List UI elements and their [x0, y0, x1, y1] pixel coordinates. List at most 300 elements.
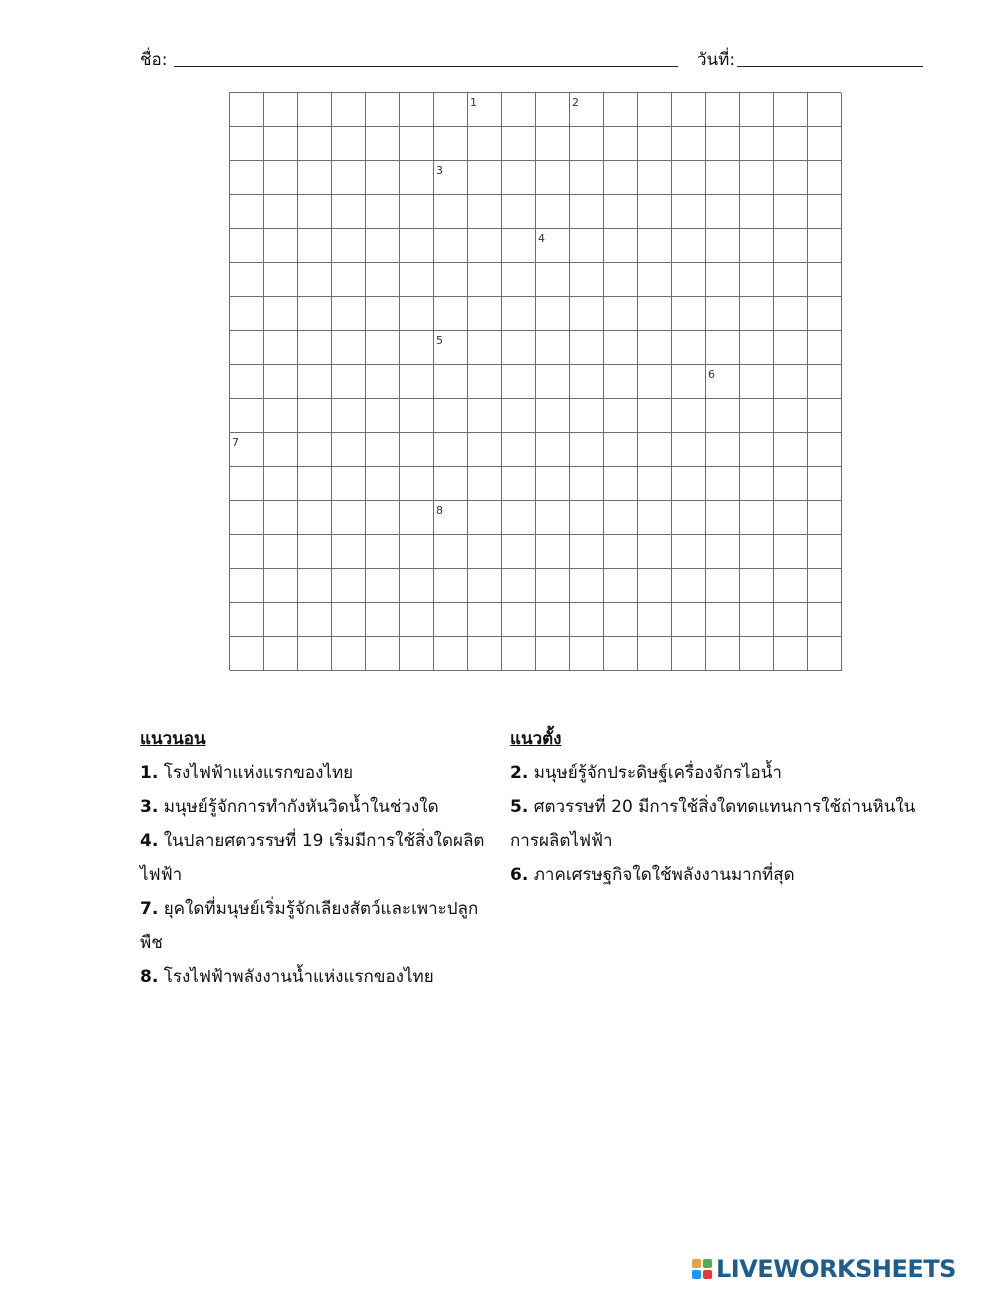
grid-cell[interactable]	[536, 331, 570, 365]
grid-cell[interactable]	[298, 161, 332, 195]
grid-cell[interactable]	[740, 467, 774, 501]
grid-cell[interactable]	[400, 331, 434, 365]
grid-cell[interactable]	[230, 569, 264, 603]
grid-cell[interactable]	[740, 637, 774, 671]
grid-cell[interactable]	[230, 365, 264, 399]
grid-cell[interactable]	[604, 535, 638, 569]
grid-cell[interactable]	[536, 399, 570, 433]
grid-cell[interactable]	[774, 297, 808, 331]
grid-cell[interactable]	[434, 569, 468, 603]
grid-cell[interactable]	[332, 331, 366, 365]
grid-cell[interactable]	[264, 535, 298, 569]
grid-cell[interactable]	[468, 161, 502, 195]
grid-cell[interactable]	[502, 501, 536, 535]
grid-cell[interactable]	[298, 195, 332, 229]
grid-cell[interactable]	[774, 501, 808, 535]
grid-cell[interactable]	[808, 263, 842, 297]
grid-cell[interactable]	[468, 331, 502, 365]
grid-cell[interactable]	[434, 229, 468, 263]
grid-cell[interactable]	[706, 433, 740, 467]
grid-cell[interactable]	[604, 637, 638, 671]
grid-cell[interactable]	[366, 365, 400, 399]
grid-cell[interactable]	[740, 501, 774, 535]
grid-cell[interactable]	[774, 365, 808, 399]
grid-cell[interactable]	[740, 331, 774, 365]
grid-cell[interactable]	[502, 399, 536, 433]
grid-cell[interactable]	[638, 637, 672, 671]
grid-cell[interactable]	[638, 263, 672, 297]
grid-cell[interactable]	[264, 229, 298, 263]
grid-cell[interactable]	[298, 229, 332, 263]
grid-cell[interactable]	[400, 399, 434, 433]
grid-cell[interactable]	[264, 467, 298, 501]
grid-cell[interactable]	[230, 229, 264, 263]
grid-cell[interactable]	[774, 433, 808, 467]
grid-cell[interactable]	[570, 603, 604, 637]
grid-cell[interactable]	[774, 229, 808, 263]
grid-cell[interactable]	[230, 501, 264, 535]
grid-cell[interactable]	[264, 161, 298, 195]
grid-cell[interactable]	[468, 93, 502, 127]
grid-cell[interactable]	[706, 467, 740, 501]
grid-cell[interactable]	[672, 365, 706, 399]
grid-cell[interactable]	[400, 501, 434, 535]
name-field[interactable]	[174, 66, 678, 67]
grid-cell[interactable]	[570, 331, 604, 365]
grid-cell[interactable]	[298, 467, 332, 501]
grid-cell[interactable]	[774, 331, 808, 365]
grid-cell[interactable]	[230, 127, 264, 161]
grid-cell[interactable]	[808, 365, 842, 399]
grid-cell[interactable]	[570, 229, 604, 263]
grid-cell[interactable]	[434, 637, 468, 671]
grid-cell[interactable]	[400, 569, 434, 603]
grid-cell[interactable]	[502, 93, 536, 127]
grid-cell[interactable]	[672, 229, 706, 263]
grid-cell[interactable]	[400, 229, 434, 263]
grid-cell[interactable]	[434, 93, 468, 127]
grid-cell[interactable]	[502, 603, 536, 637]
grid-cell[interactable]	[434, 161, 468, 195]
grid-cell[interactable]	[604, 569, 638, 603]
grid-cell[interactable]	[570, 433, 604, 467]
grid-cell[interactable]	[366, 467, 400, 501]
grid-cell[interactable]	[434, 331, 468, 365]
grid-cell[interactable]	[808, 637, 842, 671]
grid-cell[interactable]	[536, 229, 570, 263]
grid-cell[interactable]	[740, 399, 774, 433]
grid-cell[interactable]	[502, 365, 536, 399]
grid-cell[interactable]	[502, 569, 536, 603]
grid-cell[interactable]	[706, 297, 740, 331]
grid-cell[interactable]	[264, 297, 298, 331]
grid-cell[interactable]	[468, 263, 502, 297]
grid-cell[interactable]	[672, 297, 706, 331]
grid-cell[interactable]	[740, 127, 774, 161]
grid-cell[interactable]	[638, 603, 672, 637]
grid-cell[interactable]	[366, 195, 400, 229]
grid-cell[interactable]	[774, 93, 808, 127]
grid-cell[interactable]	[774, 399, 808, 433]
grid-cell[interactable]	[264, 93, 298, 127]
grid-cell[interactable]	[638, 195, 672, 229]
grid-cell[interactable]	[332, 501, 366, 535]
grid-cell[interactable]	[502, 127, 536, 161]
grid-cell[interactable]	[332, 195, 366, 229]
grid-cell[interactable]	[536, 603, 570, 637]
grid-cell[interactable]	[366, 399, 400, 433]
grid-cell[interactable]	[672, 93, 706, 127]
grid-cell[interactable]	[740, 603, 774, 637]
grid-cell[interactable]	[740, 195, 774, 229]
grid-cell[interactable]	[570, 365, 604, 399]
grid-cell[interactable]	[468, 127, 502, 161]
grid-cell[interactable]	[604, 399, 638, 433]
grid-cell[interactable]	[366, 535, 400, 569]
grid-cell[interactable]	[570, 399, 604, 433]
grid-cell[interactable]	[230, 433, 264, 467]
grid-cell[interactable]	[808, 331, 842, 365]
grid-cell[interactable]	[434, 399, 468, 433]
grid-cell[interactable]	[298, 331, 332, 365]
grid-cell[interactable]	[740, 569, 774, 603]
grid-cell[interactable]	[638, 127, 672, 161]
grid-cell[interactable]	[808, 161, 842, 195]
grid-cell[interactable]	[672, 161, 706, 195]
grid-cell[interactable]	[434, 501, 468, 535]
grid-cell[interactable]	[570, 467, 604, 501]
grid-cell[interactable]	[434, 535, 468, 569]
grid-cell[interactable]	[536, 501, 570, 535]
grid-cell[interactable]	[468, 637, 502, 671]
grid-cell[interactable]	[230, 603, 264, 637]
grid-cell[interactable]	[672, 467, 706, 501]
grid-cell[interactable]	[230, 399, 264, 433]
grid-cell[interactable]	[230, 93, 264, 127]
grid-cell[interactable]	[502, 229, 536, 263]
grid-cell[interactable]	[332, 569, 366, 603]
grid-cell[interactable]	[808, 297, 842, 331]
grid-cell[interactable]	[570, 263, 604, 297]
grid-cell[interactable]	[638, 501, 672, 535]
grid-cell[interactable]	[740, 93, 774, 127]
grid-cell[interactable]	[808, 501, 842, 535]
grid-cell[interactable]	[400, 161, 434, 195]
grid-cell[interactable]	[298, 399, 332, 433]
grid-cell[interactable]	[706, 501, 740, 535]
grid-cell[interactable]	[774, 535, 808, 569]
grid-cell[interactable]	[604, 195, 638, 229]
grid-cell[interactable]	[264, 127, 298, 161]
grid-cell[interactable]	[468, 433, 502, 467]
grid-cell[interactable]	[672, 535, 706, 569]
grid-cell[interactable]	[536, 467, 570, 501]
grid-cell[interactable]	[230, 331, 264, 365]
grid-cell[interactable]	[502, 195, 536, 229]
grid-cell[interactable]	[332, 467, 366, 501]
grid-cell[interactable]	[604, 161, 638, 195]
grid-cell[interactable]	[366, 229, 400, 263]
date-field[interactable]	[737, 66, 923, 67]
grid-cell[interactable]	[502, 161, 536, 195]
grid-cell[interactable]	[468, 535, 502, 569]
grid-cell[interactable]	[536, 535, 570, 569]
grid-cell[interactable]	[468, 229, 502, 263]
grid-cell[interactable]	[536, 365, 570, 399]
grid-cell[interactable]	[570, 195, 604, 229]
grid-cell[interactable]	[400, 263, 434, 297]
grid-cell[interactable]	[366, 297, 400, 331]
grid-cell[interactable]	[332, 603, 366, 637]
grid-cell[interactable]	[638, 569, 672, 603]
grid-cell[interactable]	[502, 263, 536, 297]
grid-cell[interactable]	[468, 569, 502, 603]
grid-cell[interactable]	[434, 603, 468, 637]
grid-cell[interactable]	[672, 127, 706, 161]
grid-cell[interactable]	[264, 603, 298, 637]
grid-cell[interactable]	[434, 433, 468, 467]
grid-cell[interactable]	[706, 365, 740, 399]
grid-cell[interactable]	[604, 297, 638, 331]
grid-cell[interactable]	[638, 297, 672, 331]
grid-cell[interactable]	[230, 467, 264, 501]
grid-cell[interactable]	[468, 603, 502, 637]
grid-cell[interactable]	[740, 297, 774, 331]
grid-cell[interactable]	[502, 637, 536, 671]
grid-cell[interactable]	[604, 229, 638, 263]
grid-cell[interactable]	[774, 263, 808, 297]
grid-cell[interactable]	[672, 195, 706, 229]
grid-cell[interactable]	[740, 229, 774, 263]
grid-cell[interactable]	[502, 331, 536, 365]
grid-cell[interactable]	[332, 229, 366, 263]
grid-cell[interactable]	[536, 637, 570, 671]
grid-cell[interactable]	[638, 93, 672, 127]
grid-cell[interactable]	[570, 535, 604, 569]
grid-cell[interactable]	[366, 263, 400, 297]
grid-cell[interactable]	[434, 127, 468, 161]
grid-cell[interactable]	[808, 93, 842, 127]
grid-cell[interactable]	[706, 229, 740, 263]
grid-cell[interactable]	[230, 161, 264, 195]
grid-cell[interactable]	[672, 433, 706, 467]
grid-cell[interactable]	[400, 127, 434, 161]
grid-cell[interactable]	[808, 467, 842, 501]
grid-cell[interactable]	[774, 161, 808, 195]
grid-cell[interactable]	[808, 433, 842, 467]
grid-cell[interactable]	[740, 433, 774, 467]
grid-cell[interactable]	[740, 535, 774, 569]
grid-cell[interactable]	[638, 535, 672, 569]
grid-cell[interactable]	[468, 501, 502, 535]
grid-cell[interactable]	[536, 569, 570, 603]
grid-cell[interactable]	[808, 229, 842, 263]
grid-cell[interactable]	[774, 637, 808, 671]
grid-cell[interactable]	[366, 433, 400, 467]
grid-cell[interactable]	[638, 467, 672, 501]
grid-cell[interactable]	[298, 501, 332, 535]
grid-cell[interactable]	[672, 603, 706, 637]
grid-cell[interactable]	[774, 569, 808, 603]
grid-cell[interactable]	[332, 535, 366, 569]
grid-cell[interactable]	[536, 93, 570, 127]
grid-cell[interactable]	[298, 535, 332, 569]
grid-cell[interactable]	[434, 467, 468, 501]
grid-cell[interactable]	[740, 365, 774, 399]
grid-cell[interactable]	[706, 569, 740, 603]
grid-cell[interactable]	[468, 297, 502, 331]
grid-cell[interactable]	[536, 433, 570, 467]
grid-cell[interactable]	[706, 535, 740, 569]
grid-cell[interactable]	[604, 93, 638, 127]
grid-cell[interactable]	[638, 365, 672, 399]
grid-cell[interactable]	[740, 263, 774, 297]
grid-cell[interactable]	[434, 297, 468, 331]
grid-cell[interactable]	[230, 263, 264, 297]
grid-cell[interactable]	[366, 93, 400, 127]
grid-cell[interactable]	[264, 331, 298, 365]
grid-cell[interactable]	[230, 637, 264, 671]
grid-cell[interactable]	[706, 603, 740, 637]
grid-cell[interactable]	[264, 637, 298, 671]
grid-cell[interactable]	[672, 331, 706, 365]
grid-cell[interactable]	[468, 467, 502, 501]
grid-cell[interactable]	[536, 263, 570, 297]
grid-cell[interactable]	[706, 399, 740, 433]
grid-cell[interactable]	[230, 195, 264, 229]
grid-cell[interactable]	[400, 433, 434, 467]
grid-cell[interactable]	[570, 93, 604, 127]
grid-cell[interactable]	[638, 161, 672, 195]
grid-cell[interactable]	[774, 127, 808, 161]
grid-cell[interactable]	[502, 535, 536, 569]
grid-cell[interactable]	[468, 195, 502, 229]
grid-cell[interactable]	[400, 195, 434, 229]
grid-cell[interactable]	[332, 297, 366, 331]
grid-cell[interactable]	[400, 297, 434, 331]
grid-cell[interactable]	[706, 127, 740, 161]
grid-cell[interactable]	[400, 535, 434, 569]
grid-cell[interactable]	[808, 569, 842, 603]
grid-cell[interactable]	[366, 331, 400, 365]
grid-cell[interactable]	[672, 637, 706, 671]
grid-cell[interactable]	[706, 263, 740, 297]
grid-cell[interactable]	[536, 297, 570, 331]
grid-cell[interactable]	[332, 127, 366, 161]
grid-cell[interactable]	[808, 535, 842, 569]
grid-cell[interactable]	[706, 93, 740, 127]
grid-cell[interactable]	[604, 331, 638, 365]
grid-cell[interactable]	[264, 195, 298, 229]
grid-cell[interactable]	[332, 365, 366, 399]
grid-cell[interactable]	[706, 331, 740, 365]
grid-cell[interactable]	[264, 365, 298, 399]
grid-cell[interactable]	[808, 195, 842, 229]
grid-cell[interactable]	[604, 501, 638, 535]
grid-cell[interactable]	[332, 399, 366, 433]
grid-cell[interactable]	[672, 399, 706, 433]
grid-cell[interactable]	[298, 365, 332, 399]
grid-cell[interactable]	[468, 399, 502, 433]
grid-cell[interactable]	[808, 603, 842, 637]
grid-cell[interactable]	[672, 263, 706, 297]
grid-cell[interactable]	[774, 603, 808, 637]
grid-cell[interactable]	[672, 501, 706, 535]
grid-cell[interactable]	[366, 637, 400, 671]
grid-cell[interactable]	[672, 569, 706, 603]
grid-cell[interactable]	[570, 501, 604, 535]
grid-cell[interactable]	[808, 399, 842, 433]
grid-cell[interactable]	[366, 569, 400, 603]
grid-cell[interactable]	[604, 263, 638, 297]
grid-cell[interactable]	[298, 569, 332, 603]
grid-cell[interactable]	[332, 93, 366, 127]
grid-cell[interactable]	[604, 433, 638, 467]
grid-cell[interactable]	[536, 127, 570, 161]
grid-cell[interactable]	[298, 297, 332, 331]
grid-cell[interactable]	[604, 127, 638, 161]
grid-cell[interactable]	[400, 365, 434, 399]
grid-cell[interactable]	[366, 127, 400, 161]
grid-cell[interactable]	[502, 433, 536, 467]
grid-cell[interactable]	[706, 195, 740, 229]
grid-cell[interactable]	[740, 161, 774, 195]
grid-cell[interactable]	[264, 263, 298, 297]
grid-cell[interactable]	[570, 637, 604, 671]
grid-cell[interactable]	[332, 161, 366, 195]
grid-cell[interactable]	[774, 467, 808, 501]
grid-cell[interactable]	[264, 433, 298, 467]
grid-cell[interactable]	[230, 297, 264, 331]
grid-cell[interactable]	[298, 93, 332, 127]
grid-cell[interactable]	[536, 195, 570, 229]
grid-cell[interactable]	[366, 603, 400, 637]
grid-cell[interactable]	[332, 263, 366, 297]
grid-cell[interactable]	[298, 637, 332, 671]
grid-cell[interactable]	[570, 297, 604, 331]
grid-cell[interactable]	[536, 161, 570, 195]
grid-cell[interactable]	[570, 161, 604, 195]
grid-cell[interactable]	[570, 569, 604, 603]
grid-cell[interactable]	[434, 195, 468, 229]
grid-cell[interactable]	[706, 161, 740, 195]
grid-cell[interactable]	[570, 127, 604, 161]
grid-cell[interactable]	[434, 365, 468, 399]
grid-cell[interactable]	[400, 603, 434, 637]
grid-cell[interactable]	[298, 263, 332, 297]
grid-cell[interactable]	[604, 603, 638, 637]
grid-cell[interactable]	[332, 637, 366, 671]
grid-cell[interactable]	[400, 637, 434, 671]
grid-cell[interactable]	[774, 195, 808, 229]
grid-cell[interactable]	[638, 433, 672, 467]
grid-cell[interactable]	[332, 433, 366, 467]
grid-cell[interactable]	[264, 399, 298, 433]
grid-cell[interactable]	[264, 569, 298, 603]
grid-cell[interactable]	[400, 467, 434, 501]
grid-cell[interactable]	[638, 331, 672, 365]
grid-cell[interactable]	[298, 127, 332, 161]
grid-cell[interactable]	[706, 637, 740, 671]
grid-cell[interactable]	[366, 161, 400, 195]
grid-cell[interactable]	[264, 501, 298, 535]
grid-cell[interactable]	[468, 365, 502, 399]
grid-cell[interactable]	[298, 603, 332, 637]
grid-cell[interactable]	[400, 93, 434, 127]
grid-cell[interactable]	[638, 229, 672, 263]
grid-cell[interactable]	[502, 297, 536, 331]
grid-cell[interactable]	[298, 433, 332, 467]
